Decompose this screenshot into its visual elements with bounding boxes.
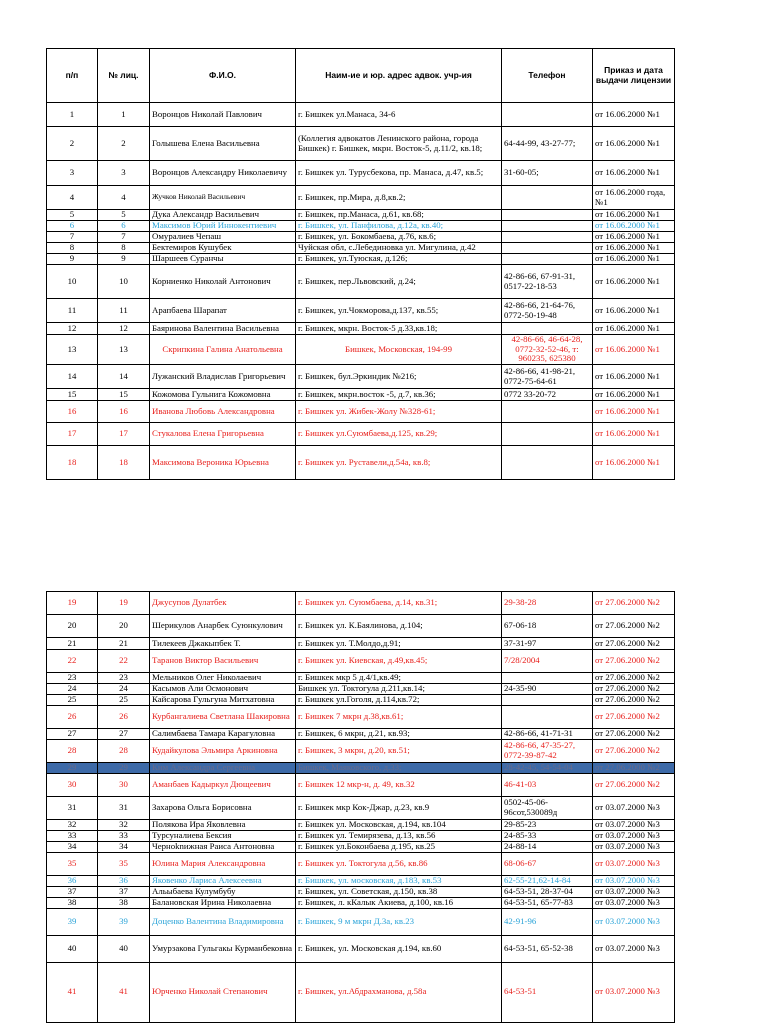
advocates-table-2 <box>46 591 675 1023</box>
cell-full-name: Голышева Елена Васильевна <box>150 127 296 161</box>
cell-license-number: 28 <box>98 740 150 763</box>
table-row <box>47 908 675 935</box>
cell-phone <box>502 186 593 210</box>
cell-license-order: от 16.06.2000 №1 <box>593 103 675 127</box>
cell-license-order: от 16.06.2000 №1 <box>593 232 675 243</box>
table-row <box>47 763 675 774</box>
cell-address: г. Бишкек ул.Манаса, 34-6 <box>296 103 502 127</box>
cell-license-order: от 16.06.2000 №1 <box>593 365 675 389</box>
cell-address: г. Бишкек ул. К.Баялинова, д.104; <box>296 615 502 638</box>
cell-pp: 33 <box>47 830 98 841</box>
cell-full-name: Стукалова Елена Григорьевна <box>150 423 296 446</box>
cell-phone: 29-85-23 <box>502 819 593 830</box>
table-row <box>47 673 675 684</box>
cell-pp: 15 <box>47 389 98 401</box>
cell-full-name: Лужанский Владислав Григорьевич <box>150 365 296 389</box>
cell-full-name: Захарова Ольга Борисовна <box>150 796 296 819</box>
cell-license-number: 26 <box>98 706 150 729</box>
cell-phone: 42-86-66, 67-91-31, 0517-22-18-53 <box>502 265 593 299</box>
cell-license-number: 4 <box>98 186 150 210</box>
table-header-row <box>47 49 675 103</box>
cell-license-number: 14 <box>98 365 150 389</box>
cell-license-order: от 16.06.2000 №1 <box>593 221 675 232</box>
cell-pp: 29 <box>47 763 98 774</box>
cell-phone: 29-38-28 <box>502 592 593 615</box>
table-row <box>47 886 675 897</box>
cell-license-number: 39 <box>98 908 150 935</box>
cell-full-name: Балановская Ирина Николаевна <box>150 897 296 908</box>
cell-pp: 7 <box>47 232 98 243</box>
cell-full-name: Шерикулов Анарбек Суюнкулович <box>150 615 296 638</box>
cell-pp: 5 <box>47 210 98 221</box>
cell-full-name: Воронцов Александру Николаевичу <box>150 161 296 186</box>
cell-pp: 28 <box>47 740 98 763</box>
table-row <box>47 389 675 401</box>
table-row <box>47 935 675 962</box>
table-row <box>47 423 675 446</box>
cell-license-number: 18 <box>98 446 150 480</box>
cell-pp: 19 <box>47 592 98 615</box>
table-row <box>47 232 675 243</box>
cell-pp: 4 <box>47 186 98 210</box>
cell-license-number: 24 <box>98 684 150 695</box>
cell-license-number: 35 <box>98 852 150 875</box>
cell-full-name: Альыбаева Кулумбубу <box>150 886 296 897</box>
cell-address: г. Бишкек, ул. Бокомбаева, д.76, кв.6; <box>296 232 502 243</box>
table-row <box>47 265 675 299</box>
table-row <box>47 729 675 740</box>
cell-full-name: Шаршеев Суранчы <box>150 254 296 265</box>
cell-license-order: от 27.06.2000 №2 <box>593 638 675 650</box>
cell-license-number: 13 <box>98 335 150 365</box>
cell-license-number: 20 <box>98 615 150 638</box>
cell-full-name: Юлина Мария Александровна <box>150 852 296 875</box>
cell-address: Бишкек, Московская, 194-99 <box>296 335 502 365</box>
cell-license-order: от 16.06.2000 №1 <box>593 127 675 161</box>
cell-phone: 31-60-05; <box>502 161 593 186</box>
cell-license-order: от 03.07.2000 №3 <box>593 935 675 962</box>
cell-full-name: Доценко Валентина Владимировна <box>150 908 296 935</box>
cell-license-order: от 27.06.2000 №2 <box>593 706 675 729</box>
header-license-number: № лиц. <box>98 49 150 103</box>
header-address: Наим-ие и юр. адрес адвок. учр-ия <box>296 49 502 103</box>
header-full-name: Ф.И.О. <box>150 49 296 103</box>
cell-phone <box>502 210 593 221</box>
cell-pp: 1 <box>47 103 98 127</box>
table-2-body <box>47 592 675 1023</box>
cell-full-name: Курбангалиева Светлана Шакировна <box>150 706 296 729</box>
cell-phone <box>502 323 593 335</box>
cell-license-order: от 03.07.2000 №3 <box>593 852 675 875</box>
cell-license-order: от 27.06.2000 №2 <box>593 650 675 673</box>
cell-license-number: 33 <box>98 830 150 841</box>
cell-pp: 14 <box>47 365 98 389</box>
cell-full-name: Джусупов Дулатбек <box>150 592 296 615</box>
cell-pp: 27 <box>47 729 98 740</box>
cell-address: г. Бишкек, 9 м мкрн Д.3а, кв.23 <box>296 908 502 935</box>
cell-phone: 67-06-18 <box>502 615 593 638</box>
cell-address: г. Бишкек, 3 мкрн, д.20, кв.51; <box>296 740 502 763</box>
cell-license-order: от 16.06.2000 №1 <box>593 299 675 323</box>
cell-phone: 62-55-21,62-14-84 <box>502 875 593 886</box>
cell-phone: 42-91-96 <box>502 908 593 935</box>
cell-pp: 3 <box>47 161 98 186</box>
cell-phone: 42-86-66, 41-71-31 <box>502 729 593 740</box>
cell-full-name: Максимова Вероника Юрьевна <box>150 446 296 480</box>
cell-license-number: 21 <box>98 638 150 650</box>
cell-full-name: Турсуналиева Бексия <box>150 830 296 841</box>
cell-address: г. Бишкек 7 мкрн д.38,кв.61; <box>296 706 502 729</box>
cell-license-order: от 27.06.2000 №2 <box>593 592 675 615</box>
cell-full-name: Максимов Юрий Иннокентиевич <box>150 221 296 232</box>
cell-license-number: 32 <box>98 819 150 830</box>
cell-license-number: 9 <box>98 254 150 265</box>
table-row <box>47 335 675 365</box>
cell-address: г. Бишкек ул. Т.Молдо,д.91; <box>296 638 502 650</box>
cell-address: г. Бишкек ул. Руставели,д.54а, кв.8; <box>296 446 502 480</box>
cell-address: г. Бишкек, ул.Туюская, д.126; <box>296 254 502 265</box>
cell-license-number: 12 <box>98 323 150 335</box>
table-row <box>47 210 675 221</box>
cell-license-order: от 16.06.2000 №1 <box>593 401 675 423</box>
cell-full-name: Воронцов Николай Павлович <box>150 103 296 127</box>
cell-full-name: Кожомова Гульнига Кожомовна <box>150 389 296 401</box>
cell-phone: 37-31-97 <box>502 638 593 650</box>
table-row <box>47 796 675 819</box>
cell-pp: 22 <box>47 650 98 673</box>
cell-pp: 12 <box>47 323 98 335</box>
cell-license-order: от 16.06.2000 №1 <box>593 254 675 265</box>
cell-license-number: 37 <box>98 886 150 897</box>
table-row <box>47 186 675 210</box>
table-row <box>47 695 675 706</box>
cell-address: (Коллегия адвокатов Ленинского района, города Бишкек) г. Бишкек, мкрн. Восток-5, д.11/2, кв.18; <box>296 127 502 161</box>
cell-full-name: Баяринова Валентина Васильевна <box>150 323 296 335</box>
table-row <box>47 650 675 673</box>
cell-license-number: 40 <box>98 935 150 962</box>
cell-full-name: Омуралиев Чепаш <box>150 232 296 243</box>
cell-license-order: от 16.06.2000 №1 <box>593 210 675 221</box>
header-pp: п/п <box>47 49 98 103</box>
cell-full-name: Таранов Виктор Васильевич <box>150 650 296 673</box>
cell-full-name: Полякова Ира Яковлевна <box>150 819 296 830</box>
cell-full-name: Касымов Али Осмонович <box>150 684 296 695</box>
cell-pp: 10 <box>47 265 98 299</box>
cell-license-number: 29 <box>98 763 150 774</box>
cell-address: г. Бишкек, ул.Чокморова,д.137, кв.55; <box>296 299 502 323</box>
cell-phone: 46-41-03 <box>502 773 593 796</box>
cell-address: Бишкек ул. Токтогула д.211,кв.14; <box>296 684 502 695</box>
cell-license-order: от 27.06.2000 №2 <box>593 740 675 763</box>
table-row <box>47 401 675 423</box>
cell-license-number: 36 <box>98 875 150 886</box>
table-1-body <box>47 103 675 480</box>
table-row <box>47 592 675 615</box>
cell-phone <box>502 254 593 265</box>
table-row <box>47 706 675 729</box>
cell-pp: 37 <box>47 886 98 897</box>
cell-license-number: 25 <box>98 695 150 706</box>
cell-license-order: от 27.06.2000 №2 <box>593 684 675 695</box>
cell-license-number: 38 <box>98 897 150 908</box>
cell-full-name: Арапбаева Шарапат <box>150 299 296 323</box>
cell-address: г. Бишкек, пр.Мира, д.8,кв.2; <box>296 186 502 210</box>
cell-full-name: Ким Александра Сергеевна <box>150 763 296 774</box>
cell-phone: 64-53-51, 28-37-04 <box>502 886 593 897</box>
cell-pp: 9 <box>47 254 98 265</box>
table-row <box>47 615 675 638</box>
cell-license-number: 3 <box>98 161 150 186</box>
table-row <box>47 365 675 389</box>
cell-address: г. Бишкек ул. Московская, д.194, кв.104 <box>296 819 502 830</box>
cell-pp: 38 <box>47 897 98 908</box>
cell-license-order: от 03.07.2000 №3 <box>593 819 675 830</box>
cell-license-order: от 27.06.2000 №2 <box>593 729 675 740</box>
cell-phone <box>502 423 593 446</box>
cell-license-order: от 16.06.2000 №1 <box>593 161 675 186</box>
cell-license-number: 22 <box>98 650 150 673</box>
cell-phone: 28-42-45, 54-54-04 <box>502 763 593 774</box>
cell-license-order: от 03.07.2000 №3 <box>593 841 675 852</box>
cell-phone: 42-86-66, 41-98-21, 0772-75-64-61 <box>502 365 593 389</box>
cell-license-order: от 16.06.2000 года, №1 <box>593 186 675 210</box>
cell-pp: 39 <box>47 908 98 935</box>
table-row <box>47 773 675 796</box>
cell-phone <box>502 232 593 243</box>
cell-license-number: 8 <box>98 243 150 254</box>
cell-pp: 21 <box>47 638 98 650</box>
cell-license-number: 27 <box>98 729 150 740</box>
cell-license-number: 31 <box>98 796 150 819</box>
cell-address: г. Бишкек ул. Токтогула д.56, кв.86 <box>296 852 502 875</box>
cell-pp: 23 <box>47 673 98 684</box>
cell-address: г. Бишкек ул. Темирязева, д.13, кв.56 <box>296 830 502 841</box>
table-row <box>47 852 675 875</box>
cell-pp: 35 <box>47 852 98 875</box>
cell-pp: 13 <box>47 335 98 365</box>
cell-license-number: 23 <box>98 673 150 684</box>
cell-address: г. Бишкек ул.Гоголя, д.114,кв.72; <box>296 695 502 706</box>
table-row <box>47 323 675 335</box>
cell-full-name: Корниенко Николай Антонович <box>150 265 296 299</box>
cell-address: г. Бишкек мкр Кок-Джар, д.23, кв.9 <box>296 796 502 819</box>
cell-address: г. Бишкек, мкрн. Восток-5 д.33,кв.18; <box>296 323 502 335</box>
cell-full-name: Скрипкина Галина Анатольевна <box>150 335 296 365</box>
table-row <box>47 161 675 186</box>
cell-pp: 2 <box>47 127 98 161</box>
cell-license-order: от 03.07.2000 №3 <box>593 830 675 841</box>
table-row <box>47 221 675 232</box>
cell-address: г. Бишкек ул. Жибек-Жолу №328-61; <box>296 401 502 423</box>
cell-full-name: Жучков Николай Васильевич <box>150 186 296 210</box>
cell-license-order: от 16.06.2000 №1 <box>593 335 675 365</box>
cell-phone: 42-86-66, 21-64-76, 0772-50-19-48 <box>502 299 593 323</box>
cell-phone <box>502 103 593 127</box>
table-row <box>47 875 675 886</box>
cell-pp: 8 <box>47 243 98 254</box>
cell-license-number: 11 <box>98 299 150 323</box>
cell-full-name: Кайсарова Гульгуна Митхатовна <box>150 695 296 706</box>
cell-address: г. Бишкек, бул.Эркиндик №216; <box>296 365 502 389</box>
cell-phone: 7/28/2004 <box>502 650 593 673</box>
cell-license-number: 30 <box>98 773 150 796</box>
cell-address: Чуйская обл, с.Лебединовка ул. Мигулина, д.42 <box>296 243 502 254</box>
cell-phone: 42-86-66, 46-64-28, 0772-32-52-46, т: 960235, 625380 <box>502 335 593 365</box>
cell-license-order: от 03.07.2000 №3 <box>593 908 675 935</box>
cell-pp: 11 <box>47 299 98 323</box>
cell-phone <box>502 695 593 706</box>
cell-phone: 0502-45-06-96сот,530089д <box>502 796 593 819</box>
cell-phone <box>502 706 593 729</box>
header-license-order: Приказ и дата выдачи лицензии <box>593 49 675 103</box>
cell-license-number: 6 <box>98 221 150 232</box>
cell-pp: 18 <box>47 446 98 480</box>
cell-license-number: 41 <box>98 962 150 1022</box>
cell-phone: 0772 33-20-72 <box>502 389 593 401</box>
cell-license-number: 34 <box>98 841 150 852</box>
cell-license-number: 15 <box>98 389 150 401</box>
cell-license-order: от 03.07.2000 №3 <box>593 886 675 897</box>
cell-pp: 16 <box>47 401 98 423</box>
cell-phone <box>502 673 593 684</box>
cell-phone: 64-53-51, 65-52-38 <box>502 935 593 962</box>
cell-pp: 30 <box>47 773 98 796</box>
cell-full-name: Кудайкулова Эльмира Аркиновна <box>150 740 296 763</box>
cell-full-name: Тилекеев Джакыпбек Т. <box>150 638 296 650</box>
cell-pp: 17 <box>47 423 98 446</box>
cell-full-name: Яковенко Лариса Алексеевна <box>150 875 296 886</box>
cell-license-number: 1 <box>98 103 150 127</box>
cell-license-order: от 16.06.2000 №1 <box>593 265 675 299</box>
cell-full-name: Бектемиров Кушубек <box>150 243 296 254</box>
cell-full-name: Иванова Любовь Александровна <box>150 401 296 423</box>
table-row <box>47 127 675 161</box>
cell-pp: 36 <box>47 875 98 886</box>
cell-phone: 68-06-67 <box>502 852 593 875</box>
table-row <box>47 103 675 127</box>
cell-license-order: от 27.06.2000 №2 <box>593 695 675 706</box>
cell-address: г. Бишкек, мкрн.восток -5, д.7, кв.36; <box>296 389 502 401</box>
cell-license-number: 16 <box>98 401 150 423</box>
cell-pp: 31 <box>47 796 98 819</box>
table-row <box>47 299 675 323</box>
cell-address: г. Бишкек, ул. Советская, д.150, кв.38 <box>296 886 502 897</box>
table-row <box>47 684 675 695</box>
cell-license-order: от 16.06.2000 №1 <box>593 423 675 446</box>
cell-phone: 64-53-51 <box>502 962 593 1022</box>
table-row <box>47 740 675 763</box>
cell-license-order: от 03.07.2000 №3 <box>593 875 675 886</box>
cell-license-number: 5 <box>98 210 150 221</box>
cell-address: г. Бишкек ул. Киевская, д.49,кв.45; <box>296 650 502 673</box>
cell-phone: 64-44-99, 43-27-77; <box>502 127 593 161</box>
cell-phone <box>502 243 593 254</box>
cell-license-order: от 16.06.2000 №1 <box>593 389 675 401</box>
cell-license-order: от 27.06.2000 №2 <box>593 615 675 638</box>
cell-full-name: Дука Александр Васильевич <box>150 210 296 221</box>
cell-pp: 34 <box>47 841 98 852</box>
cell-license-number: 19 <box>98 592 150 615</box>
cell-license-order: от 16.06.2000 №1 <box>593 446 675 480</box>
cell-pp: 40 <box>47 935 98 962</box>
cell-address: г. Бишкек, ул. Московская д.194, кв.60 <box>296 935 502 962</box>
table-row <box>47 446 675 480</box>
cell-full-name: Черноknижная Раиса Антоновна <box>150 841 296 852</box>
cell-address: г. Бишкек, ул. Панфилова, д.12а, кв.40; <box>296 221 502 232</box>
cell-address: г. Бишкек мкр 5 д.4/1,кв.49; <box>296 673 502 684</box>
cell-license-order: от 03.07.2000 №3 <box>593 897 675 908</box>
cell-license-order: от 16.06.2000 №1 <box>593 323 675 335</box>
cell-address: г. Бишкек, пер.Львовский, д.24; <box>296 265 502 299</box>
cell-full-name: Мельников Олег Николаевич <box>150 673 296 684</box>
cell-address: г. Бишкек 12 мкр-н, д. 49, кв.32 <box>296 773 502 796</box>
cell-pp: 32 <box>47 819 98 830</box>
cell-full-name: Салимбаева Тамара Карагуловна <box>150 729 296 740</box>
cell-phone: 64-53-51, 65-77-83 <box>502 897 593 908</box>
cell-license-number: 17 <box>98 423 150 446</box>
cell-address: г. Бишкек, ул.Абдрахманова, д.58а <box>296 962 502 1022</box>
cell-phone <box>502 401 593 423</box>
table-row <box>47 841 675 852</box>
cell-license-order: от 27.06.2000 №2 <box>593 673 675 684</box>
cell-pp: 25 <box>47 695 98 706</box>
cell-full-name: Умурзакова Гульгакы Курманбековна <box>150 935 296 962</box>
cell-license-order: от 03.07.2000 №3 <box>593 796 675 819</box>
cell-pp: 41 <box>47 962 98 1022</box>
cell-address: г. Бишкек ул. Суюмбаева, д.14, кв.31; <box>296 592 502 615</box>
cell-full-name: Юрченко Николай Степанович <box>150 962 296 1022</box>
cell-address: г. Бишкек ул.Боконбаева д.195, кв.25 <box>296 841 502 852</box>
cell-full-name: Аманбаев Кадыркул Дющеевич <box>150 773 296 796</box>
cell-address: г. Бишкек, ул. московская, д.183, кв.53 <box>296 875 502 886</box>
cell-address: г. Бишкек, пр.Манаса, д.61, кв.68; <box>296 210 502 221</box>
table-row <box>47 897 675 908</box>
cell-pp: 26 <box>47 706 98 729</box>
cell-license-order: от 03.07.2000 №3 <box>593 962 675 1022</box>
header-phone: Телефон <box>502 49 593 103</box>
cell-license-number: 10 <box>98 265 150 299</box>
table-row <box>47 638 675 650</box>
table-row <box>47 243 675 254</box>
advocates-table-1 <box>46 48 675 480</box>
cell-phone <box>502 446 593 480</box>
cell-license-order: от 16.06.2000 №1 <box>593 243 675 254</box>
cell-license-order: от 27.06.2000 №2 <box>593 763 675 774</box>
cell-license-number: 2 <box>98 127 150 161</box>
cell-phone <box>502 221 593 232</box>
cell-address: Бишкек, Маяковского, д.33; <box>296 763 502 774</box>
table-row <box>47 830 675 841</box>
cell-pp: 24 <box>47 684 98 695</box>
table-row <box>47 254 675 265</box>
cell-license-number: 7 <box>98 232 150 243</box>
cell-license-order: от 27.06.2000 №2 <box>593 773 675 796</box>
cell-phone: 24-88-14 <box>502 841 593 852</box>
cell-phone: 42-86-66, 47-35-27, 0772-39-87-42 <box>502 740 593 763</box>
cell-pp: 6 <box>47 221 98 232</box>
cell-address: г. Бишкек ул. Турусбекова, пр. Манаса, д.47, кв.5; <box>296 161 502 186</box>
cell-address: г. Бишкек ул.Суюмбаева,д.125, кв.29; <box>296 423 502 446</box>
table-row <box>47 962 675 1022</box>
cell-phone: 24-85-33 <box>502 830 593 841</box>
table-row <box>47 819 675 830</box>
cell-address: г. Бишкек, л. кКалык Акиева, д.100, кв.16 <box>296 897 502 908</box>
cell-pp: 20 <box>47 615 98 638</box>
cell-phone: 24-35-90 <box>502 684 593 695</box>
cell-address: г. Бишкек, 6 мкрн, д.21, кв.93; <box>296 729 502 740</box>
